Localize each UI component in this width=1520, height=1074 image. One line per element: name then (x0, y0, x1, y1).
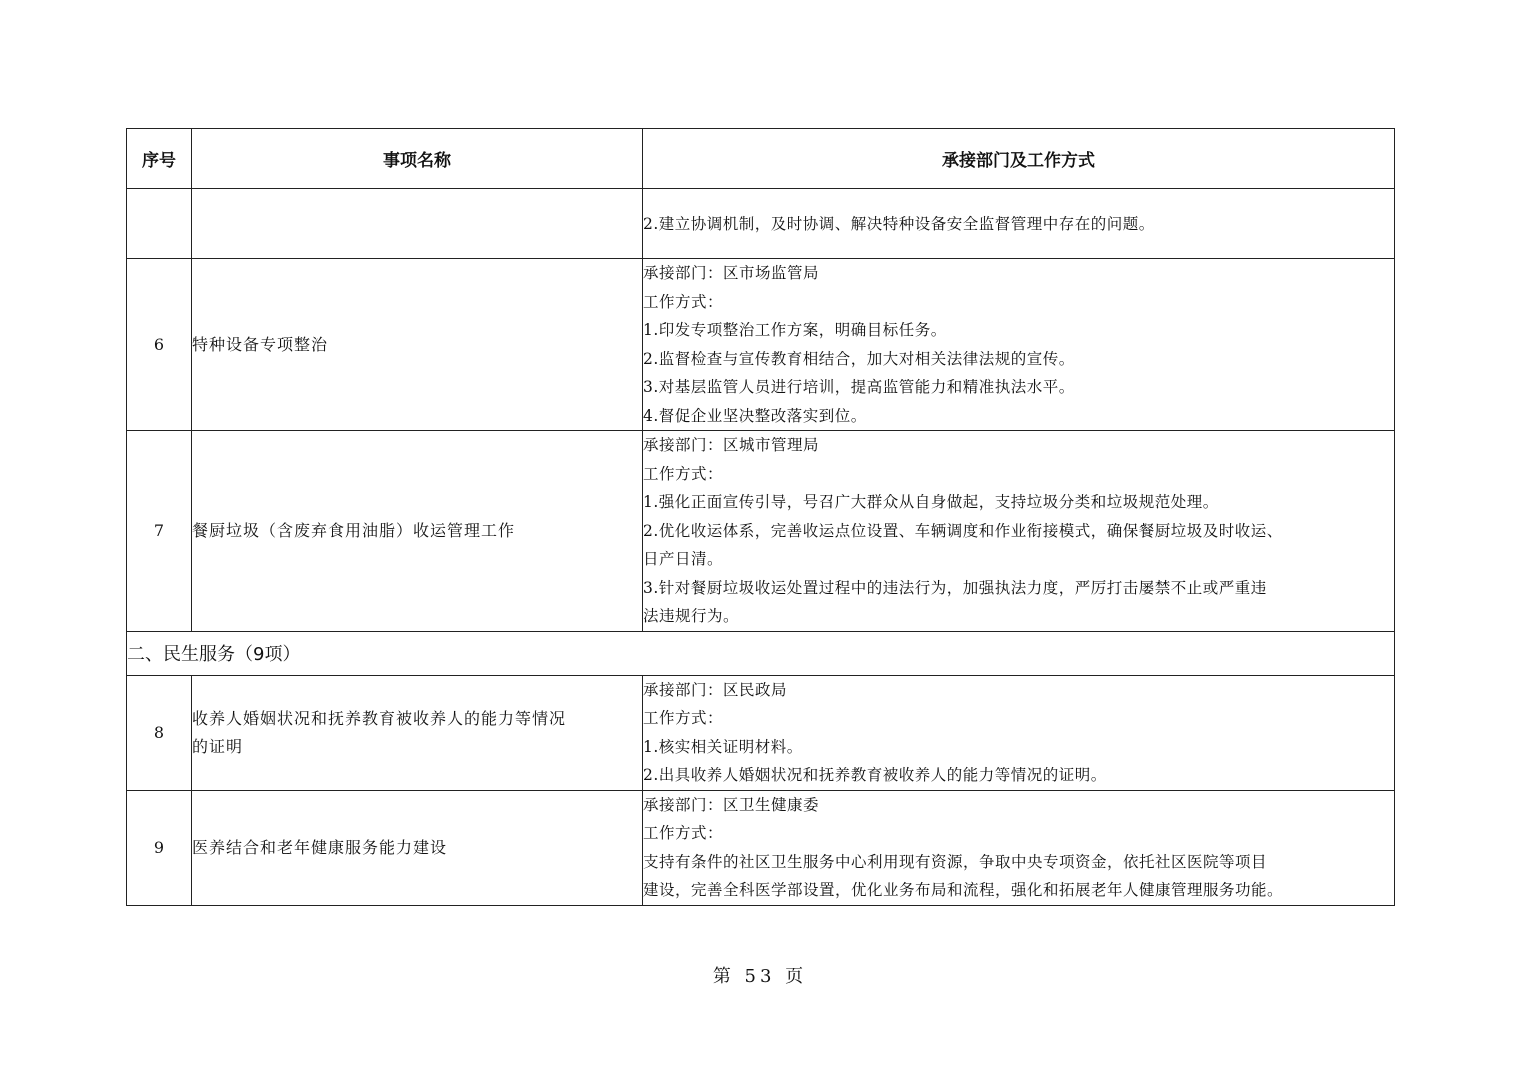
desc-line: 3.对基层监管人员进行培训，提高监管能力和精准执法水平。 (643, 378, 1075, 396)
header-item-name: 事项名称 (192, 129, 643, 189)
desc-line: 工作方式： (643, 709, 724, 727)
desc-line: 2.监督检查与宣传教育相结合，加大对相关法律法规的宣传。 (643, 349, 1075, 368)
row-num: 8 (127, 675, 192, 790)
desc-line: 建设，完善全科医学部设置，优化业务布局和流程，强化和拓展老年人健康管理服务功能。 (643, 881, 1284, 899)
row-name (192, 189, 643, 259)
desc-line: 工作方式： (643, 824, 724, 842)
table-row-9 (127, 790, 1395, 905)
desc-line: 承接部门：区民政局 (643, 680, 788, 699)
header-dept-method: 承接部门及工作方式 (643, 129, 1395, 189)
row-num: 9 (127, 790, 192, 905)
section-title: 二、民生服务（9项） (127, 631, 1395, 675)
desc-line: 承接部门：区市场监管局 (643, 264, 820, 282)
row-name: 特种设备专项整治 (192, 259, 643, 431)
matters-table (126, 128, 1395, 906)
row-num: 7 (127, 431, 192, 632)
desc-line: 承接部门：区卫生健康委 (643, 795, 820, 814)
desc-line: 2.出具收养人婚姻状况和抚养教育被收养人的能力等情况的证明。 (643, 766, 1107, 784)
table-row-8 (127, 675, 1395, 790)
table-row-continuation (127, 189, 1395, 259)
desc-line: 工作方式： (643, 292, 724, 311)
row-num: 6 (127, 259, 192, 431)
desc-line: 承接部门：区城市管理局 (643, 436, 820, 454)
row-desc (643, 189, 1395, 259)
name-line: 收养人婚姻状况和抚养教育被收养人的能力等情况 (192, 708, 567, 728)
desc-line: 法违规行为。 (643, 607, 740, 625)
table-row-6 (127, 259, 1395, 431)
page-number: 第 53 页 (712, 966, 808, 987)
header-seq: 序号 (127, 129, 192, 189)
name-line: 的证明 (192, 736, 244, 756)
row-name (192, 675, 643, 790)
row-name: 餐厨垃圾（含废弃食用油脂）收运管理工作 (192, 431, 643, 632)
desc-line: 支持有条件的社区卫生服务中心利用现有资源，争取中央专项资金，依托社区医院等项目 (643, 852, 1268, 871)
row-desc (643, 259, 1395, 431)
table-header-row (127, 129, 1395, 189)
section-row (127, 631, 1395, 675)
row-name: 医养结合和老年健康服务能力建设 (192, 790, 643, 905)
desc-line: 2.优化收运体系，完善收运点位设置、车辆调度和作业衔接模式，确保餐厨垃圾及时收运、 (643, 521, 1283, 540)
row-desc (643, 790, 1395, 905)
desc-line: 1.强化正面宣传引导，号召广大群众从自身做起，支持垃圾分类和垃圾规范处理。 (643, 493, 1219, 511)
row-num (127, 189, 192, 259)
desc-line: 日产日清。 (643, 550, 724, 568)
row-desc (643, 675, 1395, 790)
table-row-7 (127, 431, 1395, 632)
desc-line: 3.针对餐厨垃圾收运处置过程中的违法行为，加强执法力度，严厉打击屡禁不止或严重违 (643, 578, 1267, 597)
desc-line: 1.印发专项整治工作方案，明确目标任务。 (643, 321, 947, 339)
row-desc (643, 431, 1395, 632)
desc-line: 4.督促企业坚决整改落实到位。 (643, 406, 867, 425)
desc-line: 1.核实相关证明材料。 (643, 737, 803, 756)
desc-line: 工作方式： (643, 464, 724, 483)
desc-line: 2.建立协调机制，及时协调、解决特种设备安全监督管理中存在的问题。 (643, 214, 1155, 233)
